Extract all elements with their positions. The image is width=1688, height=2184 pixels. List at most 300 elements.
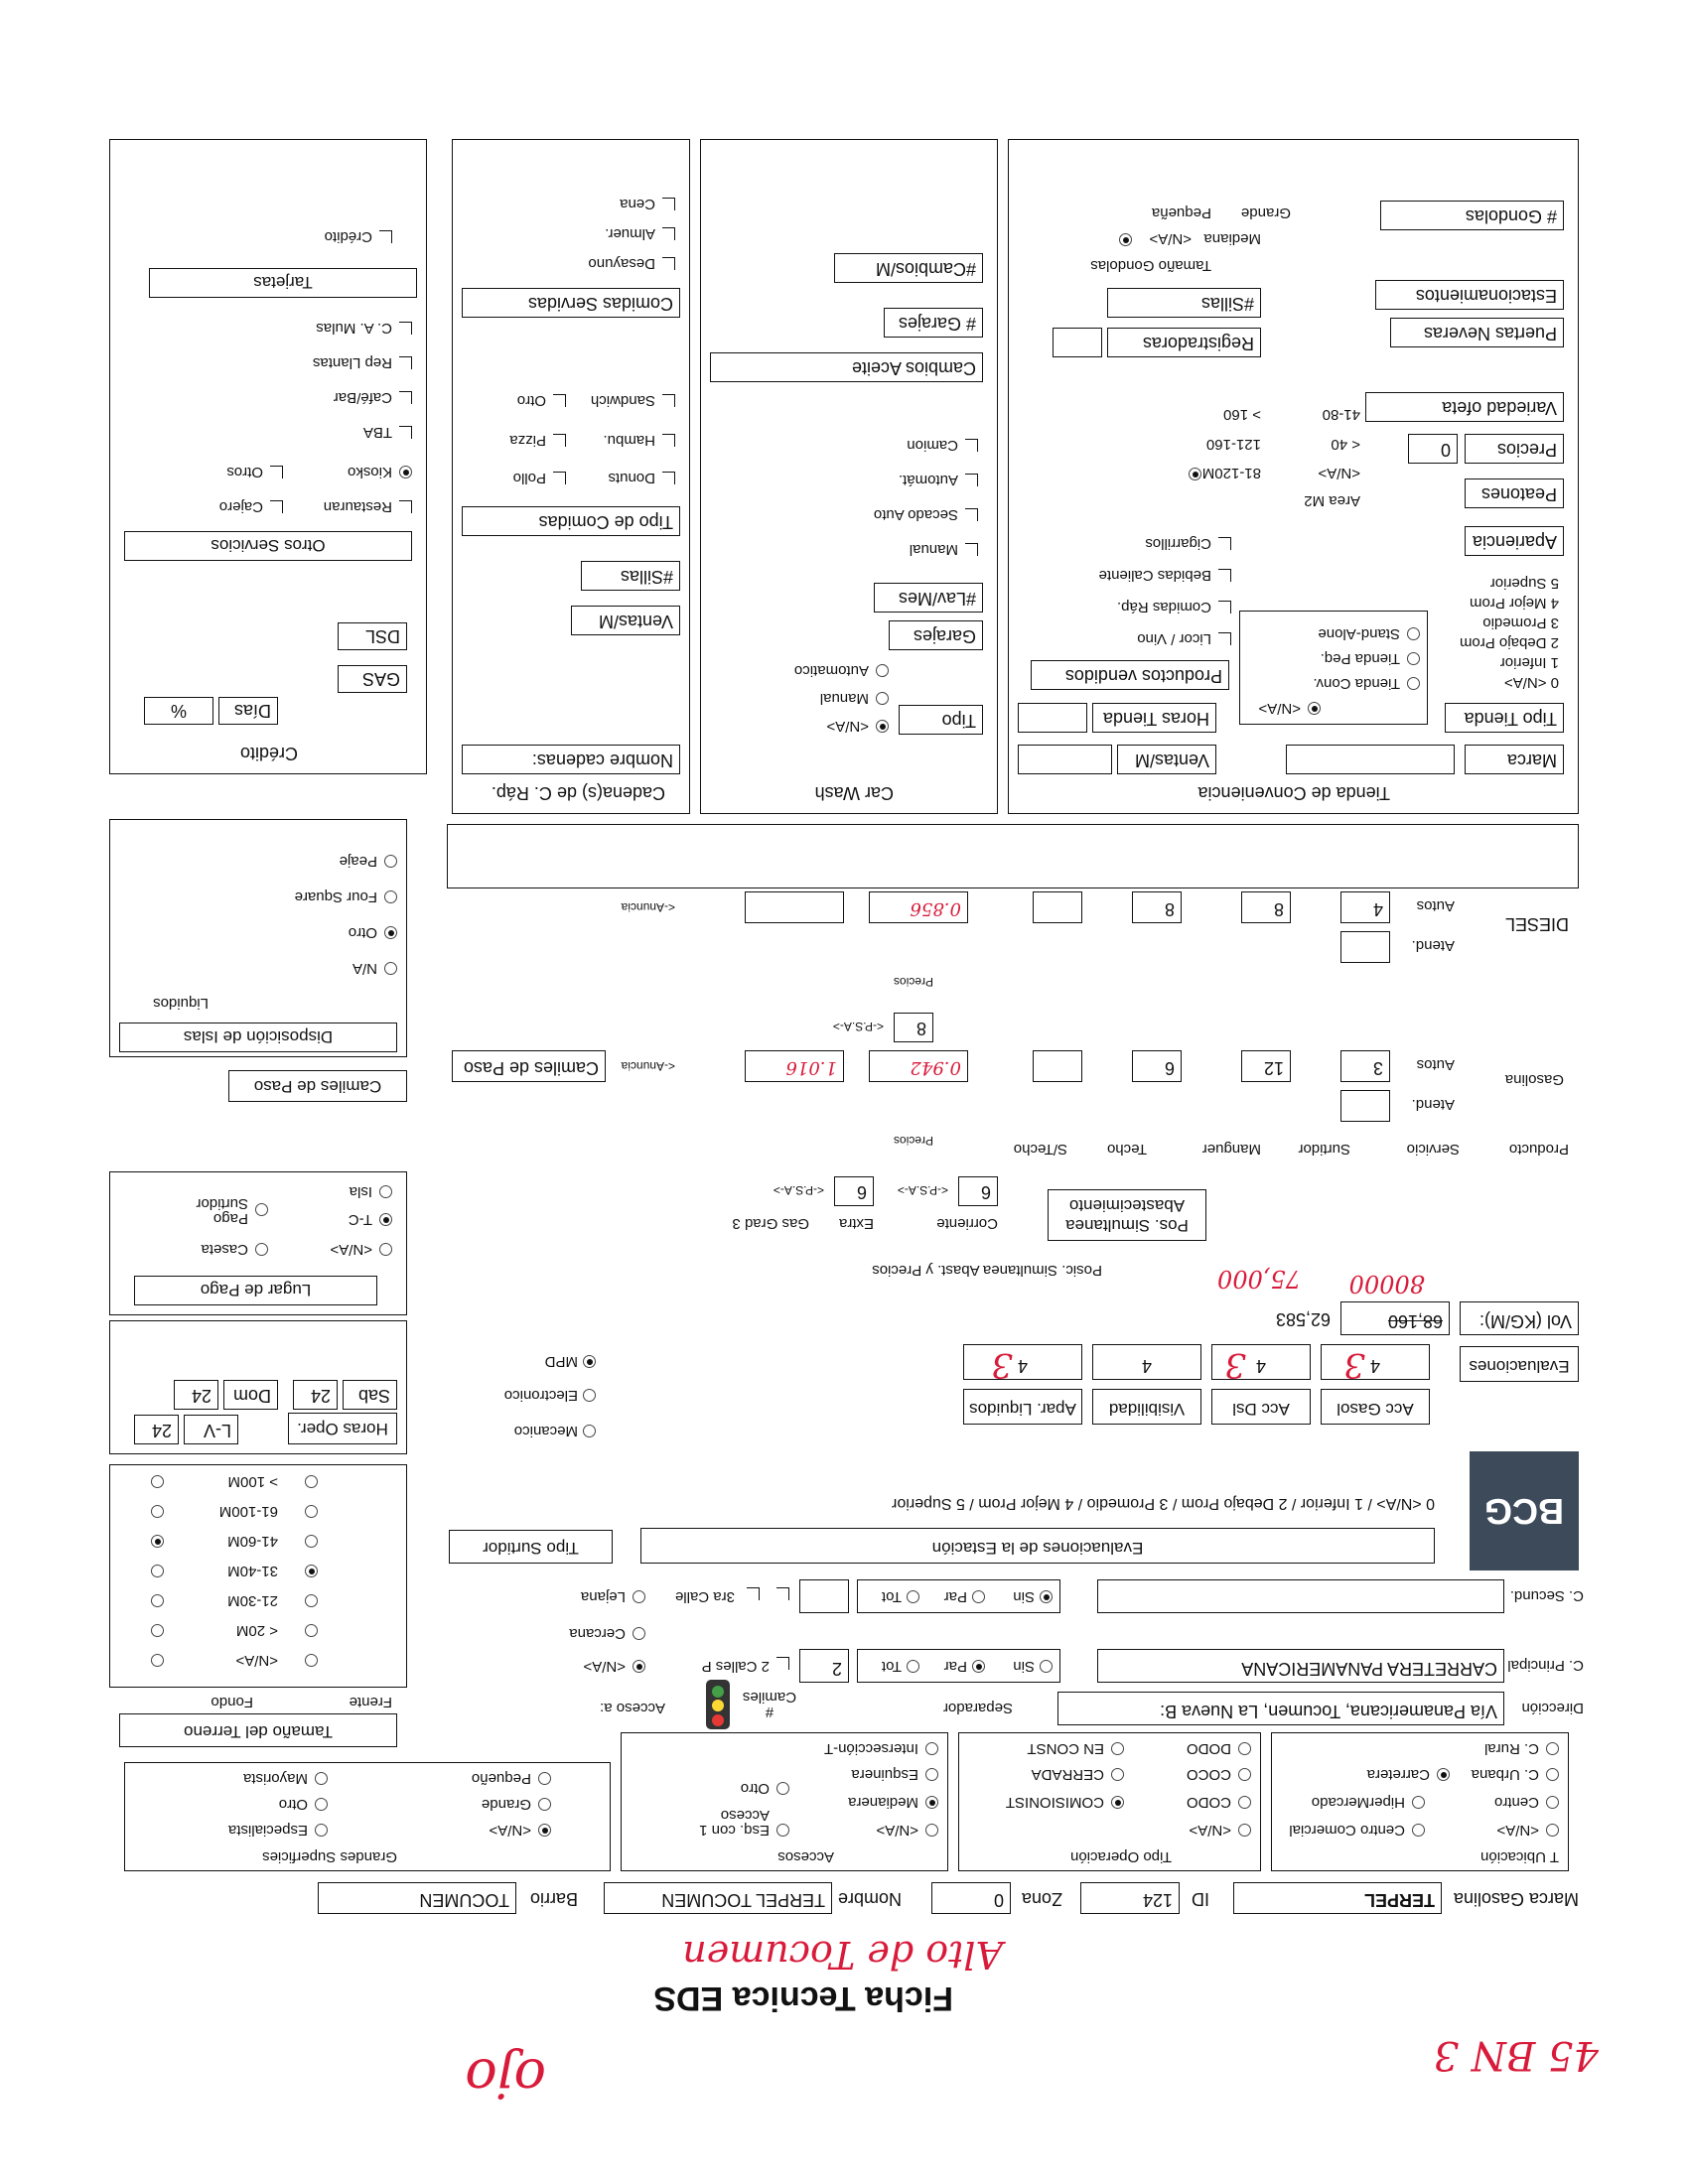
lugar-caseta-radio[interactable] xyxy=(255,1243,268,1256)
eval-apar-liquidos-value[interactable]: 4 xyxy=(963,1344,1082,1380)
eval-hand-apar: 3 xyxy=(991,1345,1013,1385)
tienda-eval-3: 3 Promedio xyxy=(1482,614,1559,631)
tipo-tienda-conv-label: Tienda Conv. xyxy=(1313,675,1400,692)
posic-psa-2: <-P.S.A-> xyxy=(773,1183,824,1197)
tipo-op-codo-label: CODO xyxy=(1187,1794,1231,1811)
gs-grande-radio[interactable] xyxy=(538,1798,551,1811)
car-wash-item-automat-check[interactable] xyxy=(965,474,978,486)
disposicion-na-label: N/A xyxy=(352,960,377,977)
diesel-label: DIESEL xyxy=(1504,914,1569,934)
surtidor-mecanico-label: Mecanico xyxy=(513,1423,578,1439)
cs-sin-label: Sin xyxy=(1013,1588,1035,1605)
cs-lejana-radio[interactable] xyxy=(633,1590,645,1603)
otros-rep-check[interactable] xyxy=(399,356,412,369)
car-wash-tipo: Tipo xyxy=(899,705,983,735)
cs-tot-label: Tot xyxy=(881,1588,902,1605)
gondola-mediana: Mediana xyxy=(1203,230,1261,247)
lugar-tc-label: T-C xyxy=(348,1211,372,1228)
eval-acc-dsl-value[interactable]: 4 xyxy=(1211,1344,1311,1380)
ubicacion-centro-comercial-label: Centro Comercial xyxy=(1289,1822,1405,1839)
volumen-hand-1: 80000 xyxy=(1348,1270,1425,1297)
accesos-medianera-label: Medianera xyxy=(848,1794,918,1811)
cp-cercana-label: Cercana xyxy=(569,1625,626,1642)
accesos-esquinera-label: Esquinera xyxy=(851,1766,918,1783)
fondo-radio-0[interactable] xyxy=(305,1654,318,1667)
frente-radio-5[interactable] xyxy=(151,1505,164,1518)
car-wash-item-secado: Secado Auto xyxy=(873,506,958,523)
tipo-tienda-stand-label: Stand-Alone xyxy=(1318,625,1400,642)
disposicion-peaje-label: Peaje xyxy=(339,853,377,870)
cadenas-title: Cadena(s) de C. Ráp. xyxy=(491,783,665,803)
frente-radio-2[interactable] xyxy=(151,1594,164,1607)
tienda-eval-0: 0 <N/A> xyxy=(1503,674,1559,691)
credito-dsl: DSL xyxy=(338,622,407,650)
eval-visibilidad: Visibilidad xyxy=(1092,1389,1201,1425)
surtidor-mpd-radio[interactable] xyxy=(583,1355,596,1368)
car-wash-na-label: <N/A> xyxy=(826,718,869,735)
id-label: ID xyxy=(1192,1889,1209,1909)
ubicacion-na-label: <N/A> xyxy=(1496,1822,1539,1839)
camiles-paso-field: Camiles de Paso xyxy=(452,1050,606,1082)
posic-extra-label: Extra xyxy=(838,1215,874,1232)
servida-almuer: Almuer. xyxy=(605,225,655,242)
diesel-psa-field[interactable]: 8 xyxy=(894,1013,933,1042)
car-wash-na-radio[interactable] xyxy=(876,720,889,733)
productos-bebidas: Bebidas Caliente xyxy=(1098,567,1211,584)
gs-mayorista-radio[interactable] xyxy=(315,1772,328,1785)
zona-field[interactable]: 0 xyxy=(931,1882,1011,1914)
posic-psa-1: <-P.S.A-> xyxy=(897,1183,948,1197)
fondo-radio-6[interactable] xyxy=(305,1475,318,1488)
eval-estacion-title: Evaluaciones de la Estación xyxy=(640,1528,1435,1564)
car-wash-item-automat: Automát. xyxy=(898,472,958,488)
accesos-medianera-radio[interactable] xyxy=(925,1796,938,1809)
tipo-op-comisionist-label: COMISIONIST xyxy=(1005,1794,1104,1811)
gasolina-techo-field[interactable]: 6 xyxy=(1132,1050,1182,1082)
disposicion-title: Disposición de Islas xyxy=(119,1023,397,1052)
horas-lv-value[interactable]: 24 xyxy=(134,1415,179,1444)
cs-camiles-field[interactable] xyxy=(799,1579,849,1613)
posic-extra-field[interactable]: 6 xyxy=(834,1176,874,1206)
direccion-label: Dirección xyxy=(1521,1700,1584,1716)
cp-calles-label: 2 Calles P xyxy=(701,1658,770,1675)
tarjetas-header: Tarjetas xyxy=(149,268,417,298)
comida-sandwich-check[interactable] xyxy=(662,394,675,407)
page-title: Ficha Tecnica EDS xyxy=(653,1979,953,2017)
accesos-esq-radio[interactable] xyxy=(776,1824,789,1837)
gs-mayorista-label: Mayorista xyxy=(242,1770,308,1787)
ubicacion-title: T Ubicación xyxy=(1480,1848,1559,1865)
posic-title: Posic. Simultanea Abast. y Precios xyxy=(872,1262,1102,1279)
ubicacion-carretera-label: Carretera xyxy=(1366,1766,1430,1783)
eval-hand-acc-dsl: 3 xyxy=(1224,1345,1246,1385)
terreno-range-3: 31-40M xyxy=(227,1563,278,1579)
calle-principal-field[interactable]: CARRETERA PANAMERICANA xyxy=(1097,1649,1504,1683)
area-121-160: 121-160 xyxy=(1205,436,1261,453)
eval-scale: 0 <N/A> / 1 Inferior / 2 Debajo Prom / 3 Promedio / 4 Mejor Prom / 5 Superior xyxy=(892,1495,1435,1512)
terreno-range-5: 61-100M xyxy=(218,1503,278,1520)
car-wash-item-manual: Manual xyxy=(909,541,958,558)
servida-cena: Cena xyxy=(620,196,655,212)
diesel-s-techo-field[interactable] xyxy=(1033,891,1082,923)
handwritten-corner-note: 45 BN 3 xyxy=(1433,2032,1599,2078)
tipo-tienda-conv-radio[interactable] xyxy=(1407,677,1420,690)
ubicacion-urbana-label: C. Urbana xyxy=(1471,1766,1539,1783)
cs-tercera-label: 3ra Calle xyxy=(674,1588,735,1605)
barrio-field[interactable]: TOCUMEN xyxy=(318,1882,516,1914)
cs-tot-radio[interactable] xyxy=(907,1590,919,1603)
frente-radio-1[interactable] xyxy=(151,1624,164,1637)
cp-calles-check[interactable] xyxy=(776,1657,789,1670)
eval-apar-liquidos: Apar. Liquidos xyxy=(963,1389,1082,1425)
servida-cena-check[interactable] xyxy=(662,198,675,210)
registradoras: Registradoras xyxy=(1107,328,1261,357)
surtidor-electronico-label: Electronico xyxy=(503,1387,578,1404)
servida-desayuno: Desayuno xyxy=(588,255,655,272)
tienda-sillas: #Sillas xyxy=(1107,288,1261,318)
nombre-label: Nombre xyxy=(837,1889,902,1909)
tipo-tienda-peq-label: Tienda Peq. xyxy=(1320,650,1400,667)
otros-otros-check[interactable] xyxy=(270,466,283,478)
car-wash-auto-radio[interactable] xyxy=(876,664,889,677)
ubicacion-urbana-radio[interactable] xyxy=(1546,1768,1559,1781)
servida-almuer-check[interactable] xyxy=(662,227,675,240)
tipo-comidas: Tipo de Comidas xyxy=(462,506,680,536)
comida-donuts-check[interactable] xyxy=(662,472,675,484)
direccion-field[interactable]: Vía Panamericana, Tocumen, La Nueva B: xyxy=(1057,1692,1504,1725)
grandes-superficies-title: Grandes Superficies xyxy=(262,1848,397,1865)
separador-label: Separador xyxy=(942,1700,1013,1716)
diesel-anuncia: <-Anuncia xyxy=(621,900,675,914)
gasolina-manguer-field[interactable]: 12 xyxy=(1241,1050,1291,1082)
area-81-120: 81-120M xyxy=(1201,465,1261,481)
otros-mulas-check[interactable] xyxy=(399,322,412,335)
tipo-tienda-stand-radio[interactable] xyxy=(1407,627,1420,640)
horas-tienda: Horas Tienda xyxy=(1092,703,1216,733)
productos-licor-check[interactable] xyxy=(1218,632,1231,645)
producto-header: Producto xyxy=(1508,1141,1569,1158)
eval-visibilidad-value[interactable]: 4 xyxy=(1092,1344,1201,1380)
fondo-header: Fondo xyxy=(211,1694,253,1710)
car-wash-manual-radio[interactable] xyxy=(876,692,889,705)
gasolina-surtidor-field[interactable]: 3 xyxy=(1340,1050,1390,1082)
fondo-radio-5[interactable] xyxy=(305,1505,318,1518)
disposicion-four-radio[interactable] xyxy=(384,890,397,903)
productos-cigarrillos-check[interactable] xyxy=(1218,537,1231,550)
productos-licor: Licor / Vino xyxy=(1137,630,1211,647)
cp-cercana-radio[interactable] xyxy=(633,1627,645,1640)
posic-corriente-field[interactable]: 6 xyxy=(958,1176,998,1206)
otros-cajero-check[interactable] xyxy=(270,500,283,513)
volumen-value: 62,583 xyxy=(1275,1309,1331,1329)
diesel-atend-label: Atend. xyxy=(1411,937,1455,954)
comida-otro-check[interactable] xyxy=(553,394,566,407)
camiles-de-paso-header: Camiles de Paso xyxy=(228,1070,407,1102)
gs-especialista-label: Especialista xyxy=(227,1822,308,1839)
otros-cafe-check[interactable] xyxy=(399,391,412,404)
ubicacion-na-radio[interactable] xyxy=(1546,1824,1559,1837)
otros-kiosko-check[interactable] xyxy=(399,466,412,478)
productos-bebidas-check[interactable] xyxy=(1218,569,1231,582)
cs-par-radio[interactable] xyxy=(972,1590,985,1603)
tipo-op-na-label: <N/A> xyxy=(1189,1822,1231,1839)
ubicacion-hipermercado-radio[interactable] xyxy=(1412,1796,1425,1809)
credito-pct: % xyxy=(144,697,213,725)
tienda-title: Tienda de Conveniencia xyxy=(1197,783,1390,803)
tipo-op-na-radio[interactable] xyxy=(1238,1824,1251,1837)
bcg-logo xyxy=(1470,1451,1579,1570)
ubicacion-carretera-radio[interactable] xyxy=(1437,1768,1450,1781)
id-field[interactable]: 124 xyxy=(1080,1882,1180,1914)
calle-secundaria-field[interactable] xyxy=(1097,1579,1504,1613)
area-gt-160: > 160 xyxy=(1223,406,1261,423)
frente-header: Frente xyxy=(349,1694,392,1710)
comida-hambu-check[interactable] xyxy=(662,434,675,447)
accesos-esq-label: Esq. con 1 Acceso xyxy=(699,1807,770,1839)
comida-pollo: Pollo xyxy=(512,470,546,486)
disposicion-peaje-radio[interactable] xyxy=(384,855,397,868)
registradoras-value[interactable] xyxy=(1053,328,1102,357)
gs-grande-label: Grande xyxy=(481,1796,531,1813)
tipo-op-dodo-radio[interactable] xyxy=(1238,1742,1251,1755)
gs-pequeno-radio[interactable] xyxy=(538,1772,551,1785)
evaluaciones-row-label: Evaluaciones xyxy=(1460,1346,1579,1382)
handwritten-ojo: ojo xyxy=(465,2047,546,2110)
cp-tot-radio[interactable] xyxy=(907,1660,919,1673)
credito-dias: Días xyxy=(218,697,278,725)
diesel-precio-2[interactable] xyxy=(745,891,844,923)
diesel-manguer-field[interactable]: 8 xyxy=(1241,891,1291,923)
barrio-label: Barrio xyxy=(529,1889,578,1909)
gs-especialista-radio[interactable] xyxy=(315,1824,328,1837)
diesel-precio-1[interactable]: 0.856 xyxy=(869,891,968,923)
ubicacion-centro-label: Centro xyxy=(1493,1794,1539,1811)
car-wash-item-secado-check[interactable] xyxy=(965,508,978,521)
zona-label: Zona xyxy=(1021,1889,1062,1909)
estacionamientos: Estacionamientos xyxy=(1375,280,1564,310)
gasolina-anuncia: <-Anuncia xyxy=(621,1059,675,1073)
eval-acc-gasol: Acc Gasol xyxy=(1321,1389,1430,1425)
ubicacion-hipermercado-label: HiperMercado xyxy=(1311,1794,1405,1811)
tipo-op-coco-radio[interactable] xyxy=(1238,1768,1251,1781)
calle-principal-label: C. Principal xyxy=(1507,1657,1584,1674)
cp-na-label: <N/A> xyxy=(583,1658,626,1675)
gondola-pequena: Pequeña xyxy=(1151,205,1211,221)
acceso-a-label: Acceso a: xyxy=(600,1700,665,1716)
cs-par-label: Par xyxy=(943,1588,967,1605)
area-na: <N/A> xyxy=(1318,465,1360,481)
otros-credito-check[interactable] xyxy=(379,230,392,243)
tipo-op-dodo-label: DODO xyxy=(1187,1740,1231,1757)
comida-otro: Otro xyxy=(516,392,546,409)
tipo-op-cerrada-radio[interactable] xyxy=(1111,1768,1124,1781)
surtidor-mecanico-radio[interactable] xyxy=(583,1425,596,1437)
gasolina-precio-1[interactable]: 0.942 xyxy=(869,1050,968,1082)
tienda-ventas: Ventas/M xyxy=(1117,745,1216,774)
disposicion-otro-radio[interactable] xyxy=(384,926,397,939)
tipo-op-comisionist-radio[interactable] xyxy=(1111,1796,1124,1809)
otros-restauran-check[interactable] xyxy=(399,500,412,513)
car-wash-auto-label: Automatico xyxy=(793,662,869,679)
frente-radio-0[interactable] xyxy=(151,1654,164,1667)
cp-par-radio[interactable] xyxy=(972,1660,985,1673)
handwritten-title-note: Alto de Tocumen xyxy=(682,1933,1003,1977)
comida-pizza-check[interactable] xyxy=(553,434,566,447)
fondo-radio-2[interactable] xyxy=(305,1594,318,1607)
accesos-otro-radio[interactable] xyxy=(776,1782,789,1795)
surtidor-electronico-radio[interactable] xyxy=(583,1389,596,1402)
cp-camiles-field[interactable]: 2 xyxy=(799,1649,849,1683)
lugar-isla-label: Isla xyxy=(349,1183,372,1200)
fondo-radio-4[interactable] xyxy=(305,1535,318,1548)
servicio-header: Servicio xyxy=(1406,1141,1460,1158)
gondola-na: <N/A> xyxy=(1149,230,1192,247)
cs-sin-radio[interactable] xyxy=(1040,1590,1053,1603)
tienda-marca: Marca xyxy=(1465,745,1564,774)
gondolas: # Gondolas xyxy=(1380,201,1564,230)
area-lt-40: < 40 xyxy=(1331,436,1360,453)
accesos-esquinera-radio[interactable] xyxy=(925,1768,938,1781)
manguer-header: Manguer xyxy=(1201,1141,1261,1158)
gs-otro-radio[interactable] xyxy=(315,1798,328,1811)
tamano-terreno-title: Tamaño del Terreno xyxy=(119,1713,397,1747)
servida-desayuno-check[interactable] xyxy=(662,257,675,270)
area-na-radio[interactable] xyxy=(1189,468,1201,480)
horas-sab-value[interactable]: 24 xyxy=(293,1380,338,1410)
num-garajes: # Garajes xyxy=(884,308,983,338)
car-wash-item-camion: Camion xyxy=(907,437,958,454)
tienda-marca-value[interactable] xyxy=(1286,745,1455,774)
fondo-radio-3[interactable] xyxy=(305,1565,318,1577)
nombre-field[interactable]: TERPEL TOCUMEN xyxy=(604,1882,832,1914)
otros-tba-check[interactable] xyxy=(399,426,412,439)
tipo-tienda-na-radio[interactable] xyxy=(1308,702,1321,715)
gasolina-s-techo-field[interactable] xyxy=(1033,1050,1082,1082)
frente-radio-6[interactable] xyxy=(151,1475,164,1488)
cs-tercera-check-2[interactable] xyxy=(747,1587,760,1600)
accesos-na-radio[interactable] xyxy=(925,1824,938,1837)
horas-tienda-value[interactable] xyxy=(1018,703,1087,733)
tamano-gondolas: Tamaño Gondolas xyxy=(1090,257,1211,274)
otros-restauran: Restauran xyxy=(323,498,392,515)
tipo-op-coco-label: COCO xyxy=(1187,1766,1231,1783)
posic-gas-grad-label: Gas Grad 3 xyxy=(732,1215,809,1232)
car-wash-item-manual-check[interactable] xyxy=(965,543,978,556)
cs-lejana-label: Lejana xyxy=(580,1588,626,1605)
marca-gasolina-field[interactable]: TERPEL xyxy=(1233,1882,1442,1914)
tipo-op-codo-radio[interactable] xyxy=(1238,1796,1251,1809)
surtidor-header: Surtidor xyxy=(1298,1141,1350,1158)
otros-tba: TBA xyxy=(362,424,392,441)
lugar-pago-title: Lugar de Pago xyxy=(134,1276,377,1305)
s-techo-header: S/Techo xyxy=(1013,1141,1067,1158)
productos-comidas-check[interactable] xyxy=(1218,601,1231,614)
productos-cigarrillos: Cigarrillos xyxy=(1145,535,1211,552)
gs-na-radio[interactable] xyxy=(538,1824,551,1837)
cp-na-radio[interactable] xyxy=(633,1660,645,1673)
tienda-eval-1: 1 Inferior xyxy=(1499,654,1559,671)
variedad-ofeta: Variedad ofeta xyxy=(1365,392,1564,422)
cp-sin-label: Sin xyxy=(1013,1658,1035,1675)
diesel-techo-field[interactable]: 8 xyxy=(1132,891,1182,923)
ubicacion-centro-radio[interactable] xyxy=(1546,1796,1559,1809)
gasolina-precios-label: Precios xyxy=(893,1134,933,1148)
horas-dom-label: Dom xyxy=(223,1380,278,1410)
area-41-80: 41-80 xyxy=(1322,406,1360,423)
cadenas-sillas: #Sillas xyxy=(581,561,680,591)
comida-pollo-check[interactable] xyxy=(553,472,566,484)
fondo-radio-1[interactable] xyxy=(305,1624,318,1637)
techo-header: Techo xyxy=(1106,1141,1147,1158)
volumen-struck-value[interactable]: 68,160 xyxy=(1340,1301,1450,1335)
frente-radio-4[interactable] xyxy=(151,1535,164,1548)
tienda-eval-2: 2 Debajo Prom xyxy=(1459,634,1559,651)
diesel-atend-field[interactable] xyxy=(1340,931,1390,963)
disposicion-liquidos: Liquidos xyxy=(153,995,209,1012)
gs-otro-label: Otro xyxy=(278,1796,308,1813)
ubicacion-rural-radio[interactable] xyxy=(1546,1742,1559,1755)
lugar-na-radio[interactable] xyxy=(379,1243,392,1256)
terreno-range-6: > 100M xyxy=(227,1473,278,1490)
lugar-tc-radio[interactable] xyxy=(379,1213,392,1226)
tipo-op-en-const-label: EN CONST xyxy=(1027,1740,1104,1757)
tipo-tienda: Tipo Tienda xyxy=(1445,703,1564,733)
cs-tercera-check[interactable] xyxy=(776,1587,789,1600)
lugar-surtidor-label: Pago Surtidor xyxy=(196,1195,248,1227)
gasolina-label: Gasolina xyxy=(1504,1071,1564,1088)
car-wash-item-camion-check[interactable] xyxy=(965,439,978,452)
tipo-op-cerrada-label: CERRADA xyxy=(1031,1766,1104,1783)
diesel-autos-label: Autos xyxy=(1416,897,1455,914)
gasolina-atend-label: Atend. xyxy=(1411,1096,1455,1113)
precios-tienda: Precios xyxy=(1465,434,1564,464)
lugar-na-label: <N/A> xyxy=(330,1241,372,1258)
frente-radio-3[interactable] xyxy=(151,1565,164,1577)
otros-cajero: Cajero xyxy=(218,498,263,515)
eval-acc-gasol-value[interactable]: 4 xyxy=(1321,1344,1430,1380)
diesel-precios-label: Precios xyxy=(893,975,933,989)
car-wash-garajes: Garajes xyxy=(889,620,983,650)
disposicion-na-radio[interactable] xyxy=(384,962,397,975)
horas-dom-value[interactable]: 24 xyxy=(174,1380,218,1410)
volumen-label: Vol (KG/M): xyxy=(1460,1301,1579,1335)
volumen-hand-2: 75,000 xyxy=(1217,1265,1301,1293)
cadenas-ventas: Ventas/M xyxy=(571,606,680,635)
disposicion-otro-label: Otro xyxy=(348,924,377,941)
accesos-interseccion-radio[interactable] xyxy=(925,1742,938,1755)
precios-tienda-value[interactable]: 0 xyxy=(1408,434,1458,464)
tienda-ventas-value[interactable] xyxy=(1018,745,1112,774)
diesel-surtidor-field[interactable]: 4 xyxy=(1340,891,1390,923)
tipo-op-en-const-radio[interactable] xyxy=(1111,1742,1124,1755)
tipo-tienda-peq-radio[interactable] xyxy=(1407,652,1420,665)
eval-hand-acc-gasol: 3 xyxy=(1343,1345,1365,1385)
credito-gas: GAS xyxy=(338,665,407,693)
gasolina-precio-2[interactable]: 1.016 xyxy=(745,1050,844,1082)
cp-sin-radio[interactable] xyxy=(1040,1660,1053,1673)
terreno-range-0: <N/A> xyxy=(235,1652,278,1669)
car-wash-lav-mes: #Lav/Mes xyxy=(874,583,983,613)
lugar-surtidor-radio[interactable] xyxy=(255,1203,268,1216)
otros-cafe: Café/Bar xyxy=(333,389,392,406)
lugar-caseta-label: Caseta xyxy=(201,1241,248,1258)
productos-vendidos: Productos vendidos xyxy=(1031,660,1229,690)
ubicacion-centro-comercial-radio[interactable] xyxy=(1412,1824,1425,1837)
otros-servicios-title: Otros Servicios xyxy=(124,531,412,561)
lugar-isla-radio[interactable] xyxy=(379,1185,392,1198)
gondola-na-radio[interactable] xyxy=(1119,233,1132,246)
gasolina-atend-field[interactable] xyxy=(1340,1090,1390,1122)
